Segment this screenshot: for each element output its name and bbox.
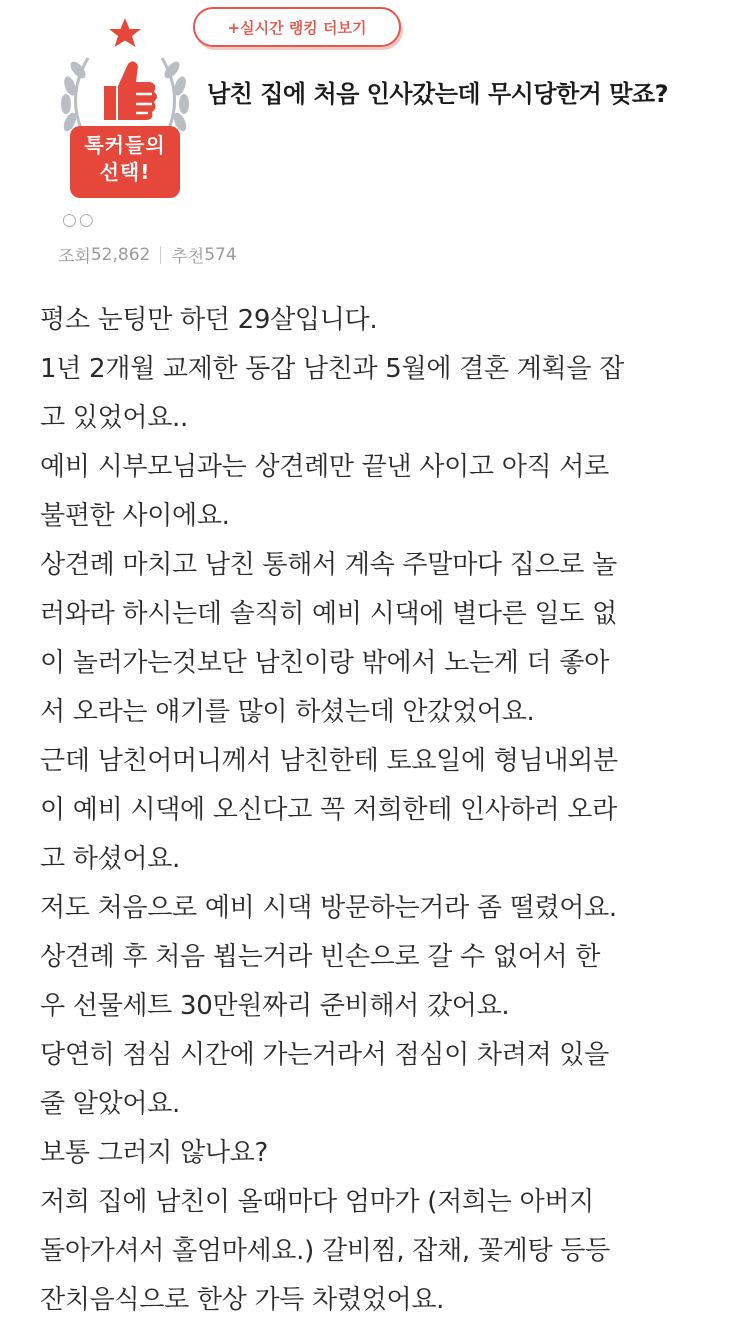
body-line: 잔치음식으로 한상 가득 차렸었어요. xyxy=(40,1285,445,1315)
thumbs-up-icon xyxy=(104,61,157,120)
body-line: 예비 시부모님과는 상견례만 끝낸 사이고 아직 서로 xyxy=(40,452,609,482)
post-stats xyxy=(58,242,237,267)
post-body xyxy=(40,296,740,1325)
badge-label xyxy=(70,132,180,186)
body-line: 러와라 하시는데 솔직히 예비 시댁에 별다른 일도 없 xyxy=(40,599,617,629)
post-title: 남친 집에 처음 인사갔는데 무시당한거 맞죠? xyxy=(207,80,669,108)
body-line: 근데 남친어머니께서 남친한테 토요일에 형님내외분 xyxy=(40,746,618,776)
body-line: 이 예비 시댁에 오신다고 꼭 저희한테 인사하러 오라 xyxy=(40,795,617,825)
body-line: 상견례 후 처음 뵙는거라 빈손으로 갈 수 없어서 한 xyxy=(40,942,601,972)
body-line: 상견례 마치고 남친 통해서 계속 주말마다 집으로 놀 xyxy=(40,550,617,580)
body-line: 줄 알았어요. xyxy=(40,1089,181,1119)
body-line: 불편한 사이에요. xyxy=(40,501,230,531)
body-line: 보통 그러지 않나요? xyxy=(40,1138,268,1168)
body-line: 고 하셨어요. xyxy=(40,844,181,874)
body-line: 1년 2개월 교제한 동갑 남친과 5월에 결혼 계획을 잡 xyxy=(40,354,624,384)
body-line: 저도 처음으로 예비 시댁 방문하는거라 좀 떨렸어요. xyxy=(40,893,617,923)
realtime-ranking-more-button[interactable] xyxy=(193,7,401,47)
body-line: 저희 집에 남친이 올때마다 엄마가 (저희는 아버지 xyxy=(40,1187,594,1217)
body-line: 고 있었어요.. xyxy=(40,403,188,433)
recommend-count: 574 xyxy=(204,244,237,265)
views-count: 52,862 xyxy=(90,244,151,265)
views-label: 조회 xyxy=(58,247,91,267)
star-icon xyxy=(109,18,141,47)
body-line: 서 오라는 얘기를 많이 하셨는데 안갔었어요. xyxy=(40,697,535,727)
body-line: 돌아가셔서 홀엄마세요.) 갈비찜, 잡채, 꽃게탕 등등 xyxy=(40,1236,610,1266)
ranking-button-label: +실시간 랭킹 더보기 xyxy=(227,18,367,37)
toktalk-choice-badge xyxy=(52,12,198,204)
badge-line-2: 선택! xyxy=(99,160,151,184)
body-line: 이 놀러가는것보단 남친이랑 밖에서 노는게 더 좋아 xyxy=(40,648,609,678)
body-line: 평소 눈팅만 하던 29살입니다. xyxy=(40,305,378,335)
recommend-label: 추천 xyxy=(171,247,205,267)
badge-line-1: 톡커들의 xyxy=(84,133,166,157)
body-line: 당연히 점심 시간에 가는거라서 점심이 차려져 있을 xyxy=(40,1040,609,1070)
author-name[interactable]: ○○ xyxy=(62,210,96,230)
stats-divider xyxy=(160,246,161,264)
body-line: 우 선물세트 30만원짜리 준비해서 갔어요. xyxy=(40,991,510,1021)
